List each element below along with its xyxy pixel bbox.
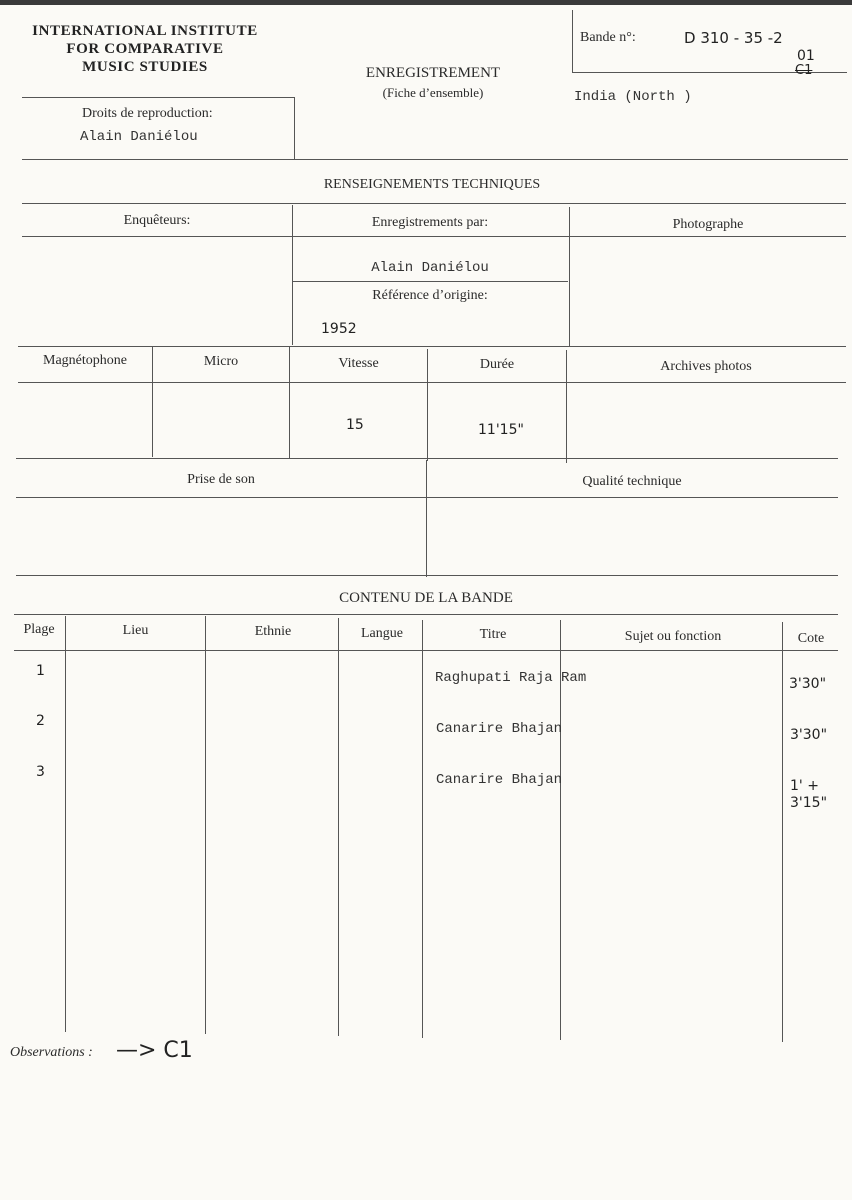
duree-value: 11'15" bbox=[478, 422, 524, 438]
enqueteurs-label: Enquêteurs: bbox=[123, 213, 191, 228]
contenu-divider-6 bbox=[782, 622, 783, 1042]
technique-bottom-rule bbox=[16, 575, 838, 576]
archives-label: Archives photos bbox=[660, 359, 752, 374]
vitesse-label: Vitesse bbox=[338, 356, 379, 371]
institute-line-3: MUSIC STUDIES bbox=[82, 59, 208, 75]
equipment-divider-2 bbox=[289, 347, 290, 459]
row-2-plage: 2 bbox=[36, 713, 45, 729]
col-plage-header: Plage bbox=[23, 622, 55, 637]
contenu-divider-3 bbox=[338, 618, 339, 1036]
contenu-top-rule bbox=[14, 614, 838, 615]
contenu-section-title: CONTENU DE LA BANDE bbox=[339, 590, 513, 606]
row-1-cote: 3'30" bbox=[789, 676, 827, 692]
contenu-divider-2 bbox=[205, 616, 206, 1034]
row-3-cote: 1' + bbox=[790, 778, 819, 794]
technique-section-title: RENSEIGNEMENTS TECHNIQUES bbox=[323, 177, 541, 192]
technique-col-divider-1 bbox=[292, 205, 293, 345]
duree-label: Durée bbox=[479, 357, 515, 372]
equipment-divider-1 bbox=[152, 347, 153, 457]
col-cote-header: Cote bbox=[797, 631, 825, 646]
institute-line-2: FOR COMPARATIVE bbox=[66, 41, 224, 57]
enregistrements-label: Enregistrements par: bbox=[371, 215, 489, 230]
droits-box-right-border bbox=[294, 97, 295, 159]
document-title: ENREGISTREMENT bbox=[365, 65, 501, 81]
col-titre-header: Titre bbox=[479, 627, 507, 642]
bande-number: D 310 - 35 -2 bbox=[684, 29, 783, 47]
bande-note-01: 01 bbox=[797, 48, 815, 64]
bande-box-left-border bbox=[572, 10, 573, 72]
equipment-divider-4 bbox=[566, 350, 567, 463]
droits-label: Droits de reproduction: bbox=[82, 106, 213, 121]
micro-label: Micro bbox=[203, 354, 239, 369]
document-subtitle: (Fiche d’ensemble) bbox=[382, 85, 484, 100]
prise-qualite-divider bbox=[426, 460, 427, 577]
contenu-header-rule bbox=[14, 650, 838, 651]
equipment-header-rule bbox=[18, 382, 846, 383]
row-2-titre: Canarire Bhajan bbox=[436, 721, 563, 737]
prise-header-rule bbox=[16, 497, 838, 498]
magnetophone-label: Magnétophone bbox=[43, 353, 127, 368]
institute-line-1: INTERNATIONAL INSTITUTE bbox=[32, 23, 258, 39]
prise-label: Prise de son bbox=[187, 472, 255, 487]
technique-col-divider-2 bbox=[569, 207, 570, 347]
observations-value: —> C1 bbox=[116, 1038, 193, 1063]
enregistrements-value: Alain Daniélou bbox=[371, 260, 489, 276]
row-1-titre: Raghupati Raja Ram bbox=[435, 670, 587, 686]
droits-box-top-border bbox=[22, 97, 294, 98]
row-2-cote: 3'30" bbox=[790, 727, 828, 743]
prise-top-rule bbox=[16, 458, 838, 459]
photographe-label: Photographe bbox=[672, 217, 744, 232]
contenu-divider-4 bbox=[422, 620, 423, 1038]
droits-value: Alain Daniélou bbox=[80, 129, 198, 145]
header-bottom-rule bbox=[22, 159, 848, 160]
reference-top-rule bbox=[293, 281, 568, 282]
row-1-plage: 1 bbox=[36, 663, 45, 679]
row-3-cote-line-2: 3'15" bbox=[790, 795, 828, 811]
col-lieu-header: Lieu bbox=[122, 623, 149, 638]
observations-label: Observations : bbox=[10, 1045, 93, 1060]
col-langue-header: Langue bbox=[361, 626, 403, 641]
scan-edge bbox=[0, 0, 852, 5]
vitesse-value: 15 bbox=[346, 417, 364, 433]
equipment-divider-3 bbox=[427, 349, 428, 461]
row-3-titre: Canarire Bhajan bbox=[436, 772, 563, 788]
reference-label: Référence d’origine: bbox=[372, 288, 488, 303]
qualite-label: Qualité technique bbox=[582, 474, 682, 489]
technique-header-rule bbox=[22, 236, 846, 237]
row-3-plage: 3 bbox=[36, 764, 45, 780]
equipment-top-rule bbox=[18, 346, 846, 347]
col-ethnie-header: Ethnie bbox=[254, 624, 292, 639]
bande-note-c1: C1 bbox=[795, 63, 813, 78]
reference-value: 1952 bbox=[321, 321, 357, 337]
bande-label: Bande n°: bbox=[580, 30, 636, 45]
col-sujet-header: Sujet ou fonction bbox=[624, 629, 722, 644]
contenu-divider-1 bbox=[65, 616, 66, 1032]
technique-top-rule bbox=[22, 203, 846, 204]
region-value: India (North ) bbox=[574, 89, 692, 105]
